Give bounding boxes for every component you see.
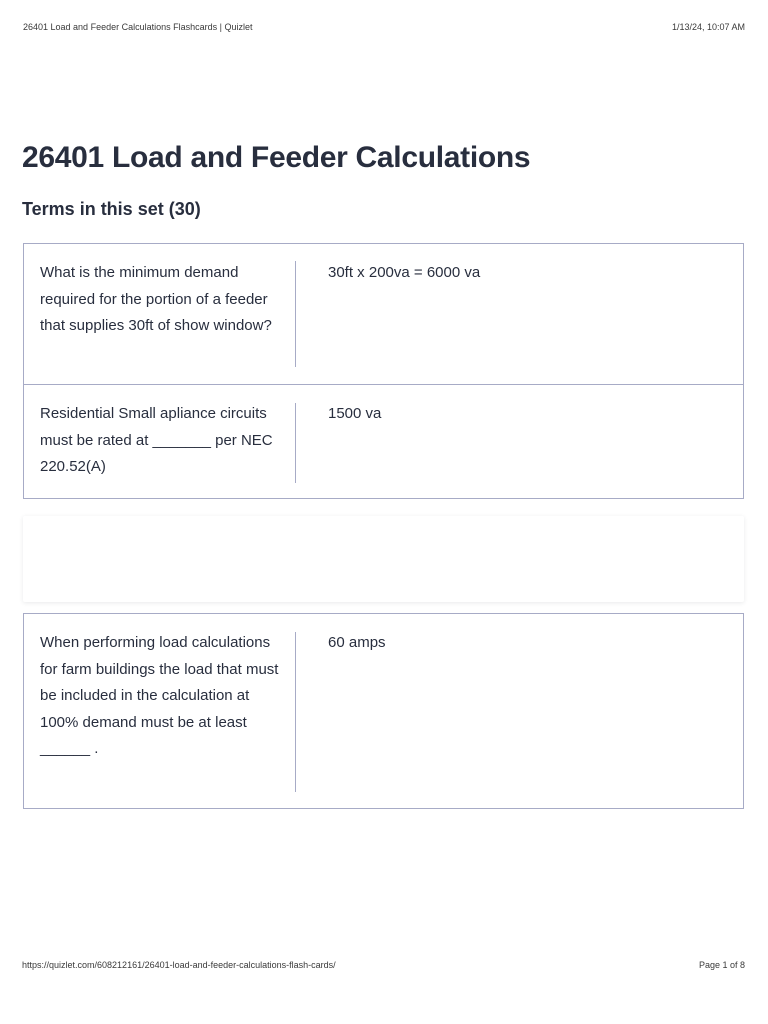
flashcard-row <box>23 613 744 809</box>
card-divider <box>295 261 296 367</box>
print-datetime: 1/13/24, 10:07 AM <box>671 22 745 32</box>
card-divider <box>295 632 296 792</box>
card-term: Residential Small apliance circuits must be rated at _______ per NEC 220.52(A) <box>40 405 273 476</box>
card-definition: 60 amps <box>328 634 386 651</box>
card-definition: 30ft x 200va = 6000 va <box>328 264 481 281</box>
print-url[interactable]: https://quizlet.com/608212161/26401-load-and-feeder-calculations-flash-cards/ <box>22 960 336 970</box>
print-header <box>23 22 745 36</box>
page-indicator: Page 1 of 8 <box>698 960 745 970</box>
card-term: What is the minimum demand required for the portion of a feeder that supplies 30ft of show window? <box>40 264 272 335</box>
set-title: 26401 Load and Feeder Calculations <box>22 141 531 174</box>
print-footer <box>22 960 745 974</box>
card-definition: 1500 va <box>328 405 382 422</box>
empty-card-placeholder <box>23 516 744 602</box>
print-page-title: 26401 Load and Feeder Calculations Flashcards | Quizlet <box>23 22 253 32</box>
terms-heading: Terms in this set (30) <box>22 199 201 219</box>
flashcard-row <box>23 243 744 385</box>
card-divider <box>295 403 296 483</box>
card-term: When performing load calculations for farm buildings the load that must be included in the calculation at 100% demand must be at least ______ . <box>40 634 279 758</box>
flashcard-row <box>23 384 744 499</box>
